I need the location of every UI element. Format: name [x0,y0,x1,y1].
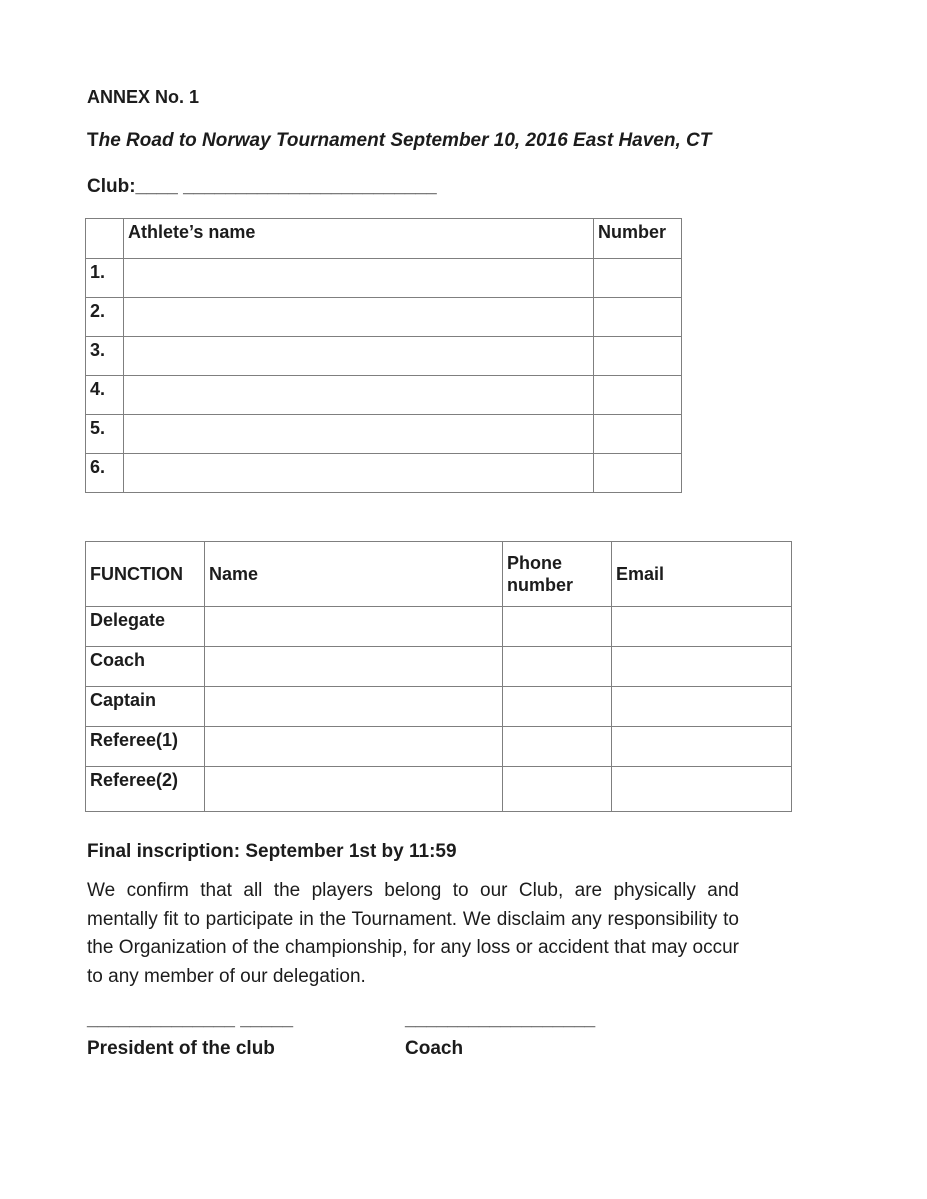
athlete-table-header-row [86,219,682,259]
athlete-row-index: 2. [86,298,124,337]
athlete-number-cell [594,298,682,337]
club-line: Club:____ ________________________ [87,176,437,197]
officials-table [85,541,792,812]
athlete-number-cell [594,415,682,454]
deadline-text: Final inscription: September 1st by 11:59 [87,841,457,862]
official-function-cell: Referee(2) [86,767,205,812]
official-email-cell [612,607,792,647]
official-name-cell [205,727,503,767]
athlete-row [86,415,682,454]
athlete-name-header: Athlete’s name [124,219,594,259]
athlete-row-index: 1. [86,259,124,298]
event-title: The Road to Norway Tournament September 10, 2016 East Haven, CT [87,130,712,151]
official-function-cell: Delegate [86,607,205,647]
athlete-row [86,298,682,337]
official-row [86,687,792,727]
official-name-cell [205,687,503,727]
official-name-cell [205,607,503,647]
confirmation-paragraph: We confirm that all the players belong to our Club, are physically and mentally fit to participate in the Tournament. We disclaim any responsibility to the Organization of the championship, for any loss or accident that may occur to any member of our delegation. [87,880,739,987]
athlete-name-cell [124,415,594,454]
signature-block-president [87,1007,405,1060]
name-header: Name [205,542,503,607]
athlete-name-cell [124,298,594,337]
official-function-cell: Coach [86,647,205,687]
phone-number-header: Phone number [503,542,612,607]
coach-signature-label: Coach [405,1038,464,1059]
official-row [86,767,792,812]
athlete-number-header: Number [594,219,682,259]
athlete-number-cell [594,259,682,298]
function-header: FUNCTION [86,542,205,607]
official-row [86,727,792,767]
official-phone-cell [503,767,612,812]
official-phone-cell [503,607,612,647]
official-row [86,607,792,647]
annex-heading: ANNEX No. 1 [87,87,200,107]
officials-table-header-row [86,542,792,607]
athlete-number-cell [594,376,682,415]
athlete-row [86,337,682,376]
athlete-row [86,259,682,298]
president-signature-line: ______________ _____ [87,1009,294,1030]
official-function-cell: Captain [86,687,205,727]
coach-signature-line: __________________ [405,1009,596,1030]
athlete-name-cell [124,376,594,415]
athlete-number-cell [594,454,682,493]
official-name-cell [205,767,503,812]
athlete-row-index: 5. [86,415,124,454]
official-function-cell: Referee(1) [86,727,205,767]
athlete-name-cell [124,337,594,376]
official-phone-cell [503,687,612,727]
official-phone-cell [503,647,612,687]
athlete-name-cell [124,259,594,298]
official-name-cell [205,647,503,687]
athlete-row [86,376,682,415]
athlete-number-cell [594,337,682,376]
signature-section [87,1007,867,1060]
official-row [86,647,792,687]
official-email-cell [612,687,792,727]
official-email-cell [612,647,792,687]
athlete-name-cell [124,454,594,493]
athlete-index-header [86,219,124,259]
athlete-table [85,218,682,493]
official-email-cell [612,767,792,812]
official-email-cell [612,727,792,767]
athlete-row [86,454,682,493]
email-header: Email [612,542,792,607]
signature-block-coach [405,1007,595,1060]
athlete-row-index: 6. [86,454,124,493]
official-phone-cell [503,727,612,767]
athlete-row-index: 4. [86,376,124,415]
athlete-row-index: 3. [86,337,124,376]
president-signature-label: President of the club [87,1038,275,1059]
